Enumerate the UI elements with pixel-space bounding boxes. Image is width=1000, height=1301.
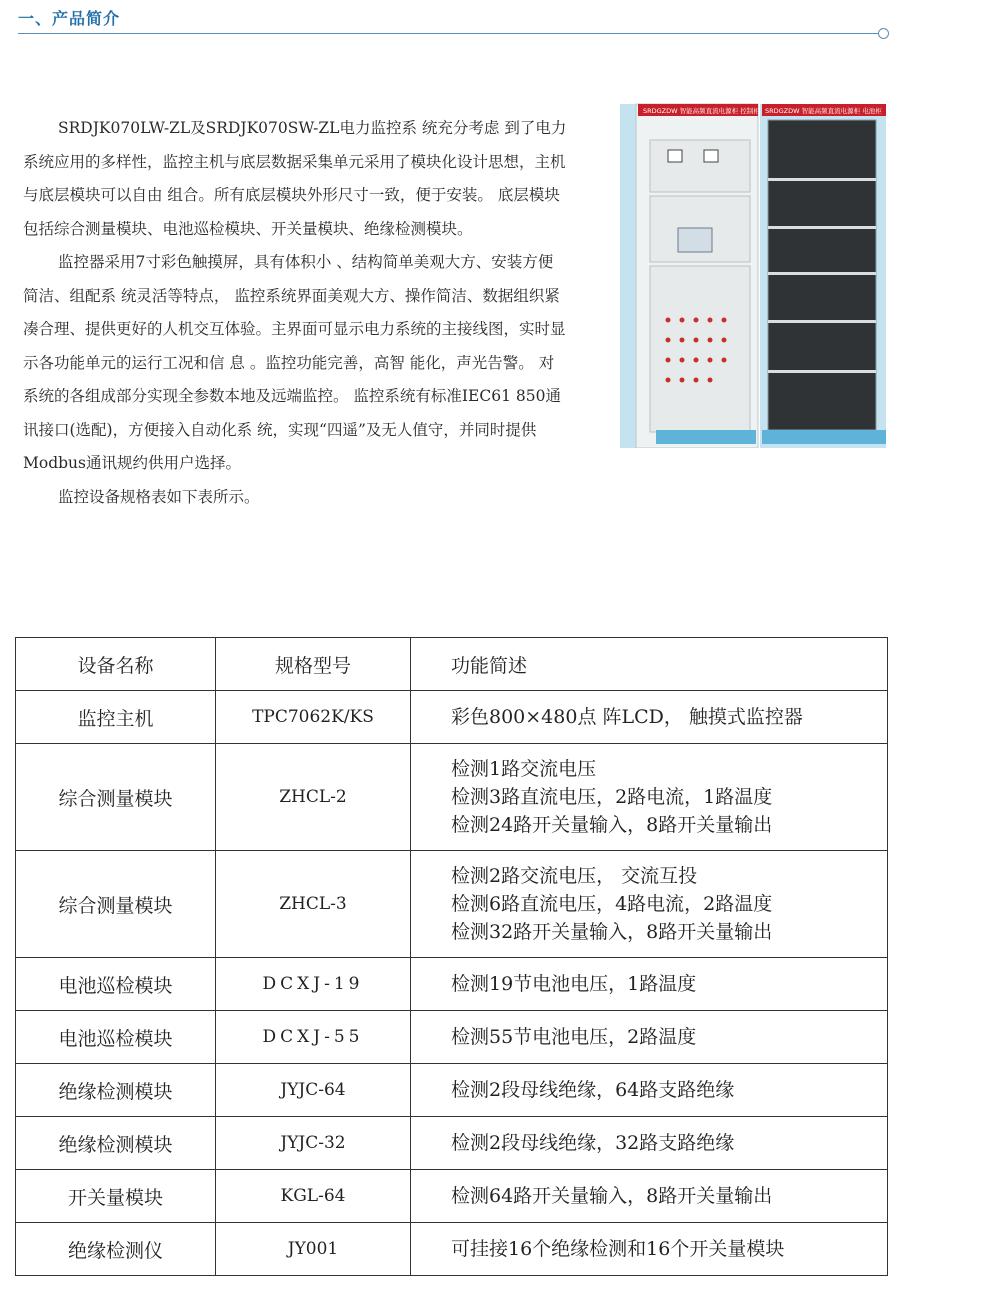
- row-model: TPC7062K/KS: [216, 691, 411, 744]
- desc-line: 检测19节电池电压，1路温度: [451, 973, 697, 995]
- desc-line: 检测2路交流电压， 交流互投: [451, 865, 698, 887]
- section-title: 一、产品简介: [18, 9, 121, 28]
- left-cabinet-banner: SRDGZDW 智能高频直流电源柜 控制柜: [643, 107, 760, 115]
- row-name: 电池巡检模块: [16, 958, 216, 1011]
- row-model: JY001: [216, 1223, 411, 1276]
- row-model: ZHCL-2: [216, 744, 411, 851]
- row-desc: [411, 1117, 888, 1170]
- table-row: [16, 958, 888, 1011]
- desc-line: 检测2段母线绝缘，64路支路绝缘: [451, 1079, 735, 1101]
- table-row: [16, 1117, 888, 1170]
- row-name: 绝缘检测模块: [16, 1117, 216, 1170]
- table-row: [16, 691, 888, 744]
- row-desc: [411, 1223, 888, 1276]
- row-desc: [411, 958, 888, 1011]
- intro-paragraph-2: 监控器采用7寸彩色触摸屏，具有体积小 、结构简单美观大方、安装方便简洁、组配系 统灵活等特点， 监控系统界面美观大方、操作简洁、数据组织紧凑合理、提供更好的人机交互体验。主界面可显示电力系统的主接线图，实时显示各功能单元的运行工况和信 息 。监控功能完善，高智 能化，声光告警。 对系统的各组成部分实现全参数本地及远端监控。 监控系统有标准IEC61 850通讯接口(选配)，方便接入自动化系 统，实现“四遥”及无人值守，并同时提供Modbus通讯规约供用户选择。: [23, 253, 566, 472]
- header-model: 规格型号: [216, 638, 411, 691]
- table-row: [16, 1064, 888, 1117]
- table-header-row: [16, 638, 888, 691]
- row-name: 综合测量模块: [16, 851, 216, 958]
- row-model: DCXJ-19: [216, 958, 411, 1011]
- row-desc: [411, 1170, 888, 1223]
- row-model: DCXJ-55: [216, 1011, 411, 1064]
- header-desc: 功能简述: [411, 638, 888, 691]
- header-name: 设备名称: [16, 638, 216, 691]
- row-name: 绝缘检测模块: [16, 1064, 216, 1117]
- row-name: 监控主机: [16, 691, 216, 744]
- desc-line: 检测24路开关量输入，8路开关量输出: [451, 814, 773, 836]
- row-name: 综合测量模块: [16, 744, 216, 851]
- row-desc: [411, 1064, 888, 1117]
- intro-paragraph-3: 监控设备规格表如下表所示。: [58, 487, 260, 506]
- desc-line: 彩色800×480点 阵LCD， 触摸式监控器: [451, 706, 803, 728]
- row-model: JYJC-32: [216, 1117, 411, 1170]
- product-photo: [620, 100, 886, 448]
- table-row: [16, 744, 888, 851]
- table-row: [16, 1170, 888, 1223]
- row-name: 开关量模块: [16, 1170, 216, 1223]
- row-name: 电池巡检模块: [16, 1011, 216, 1064]
- section-header: [18, 4, 890, 40]
- row-model: KGL-64: [216, 1170, 411, 1223]
- table-row: [16, 1011, 888, 1064]
- intro-text: [23, 112, 568, 514]
- row-name: 绝缘检测仪: [16, 1223, 216, 1276]
- row-model: ZHCL-3: [216, 851, 411, 958]
- row-desc: [411, 1011, 888, 1064]
- desc-line: 检测3路直流电压，2路电流，1路温度: [451, 786, 773, 808]
- row-desc: [411, 691, 888, 744]
- table-row: [16, 851, 888, 958]
- desc-line: 检测32路开关量输入，8路开关量输出: [451, 921, 773, 943]
- desc-line: 检测6路直流电压，4路电流，2路温度: [451, 893, 773, 915]
- row-model: JYJC-64: [216, 1064, 411, 1117]
- row-desc: [411, 744, 888, 851]
- row-desc: [411, 851, 888, 958]
- right-cabinet-banner: SRDGZDW 智能高频直流电源柜 电池柜: [765, 107, 882, 115]
- spec-table: [15, 637, 888, 1276]
- desc-line: 可挂接16个绝缘检测和16个开关量模块: [451, 1238, 785, 1260]
- desc-line: 检测64路开关量输入，8路开关量输出: [451, 1185, 773, 1207]
- desc-line: 检测1路交流电压: [451, 758, 597, 780]
- intro-paragraph-1: SRDJK070LW-ZL及SRDJK070SW-ZL电力监控系 统充分考虑 到了电力系统应用的多样性，监控主机与底层数据采集单元采用了模块化设计思想，主机与底层模块可以自由 组合。所有底层模块外形尺寸一致，便于安装。 底层模块包括综合测量模块、电池巡检模块、开关量模块、绝缘检测模块。: [23, 119, 567, 238]
- header-divider: [18, 33, 878, 34]
- table-row: [16, 1223, 888, 1276]
- desc-line: 检测2段母线绝缘，32路支路绝缘: [451, 1132, 735, 1154]
- desc-line: 检测55节电池电压，2路温度: [451, 1026, 697, 1048]
- header-end-circle-icon: [878, 28, 889, 39]
